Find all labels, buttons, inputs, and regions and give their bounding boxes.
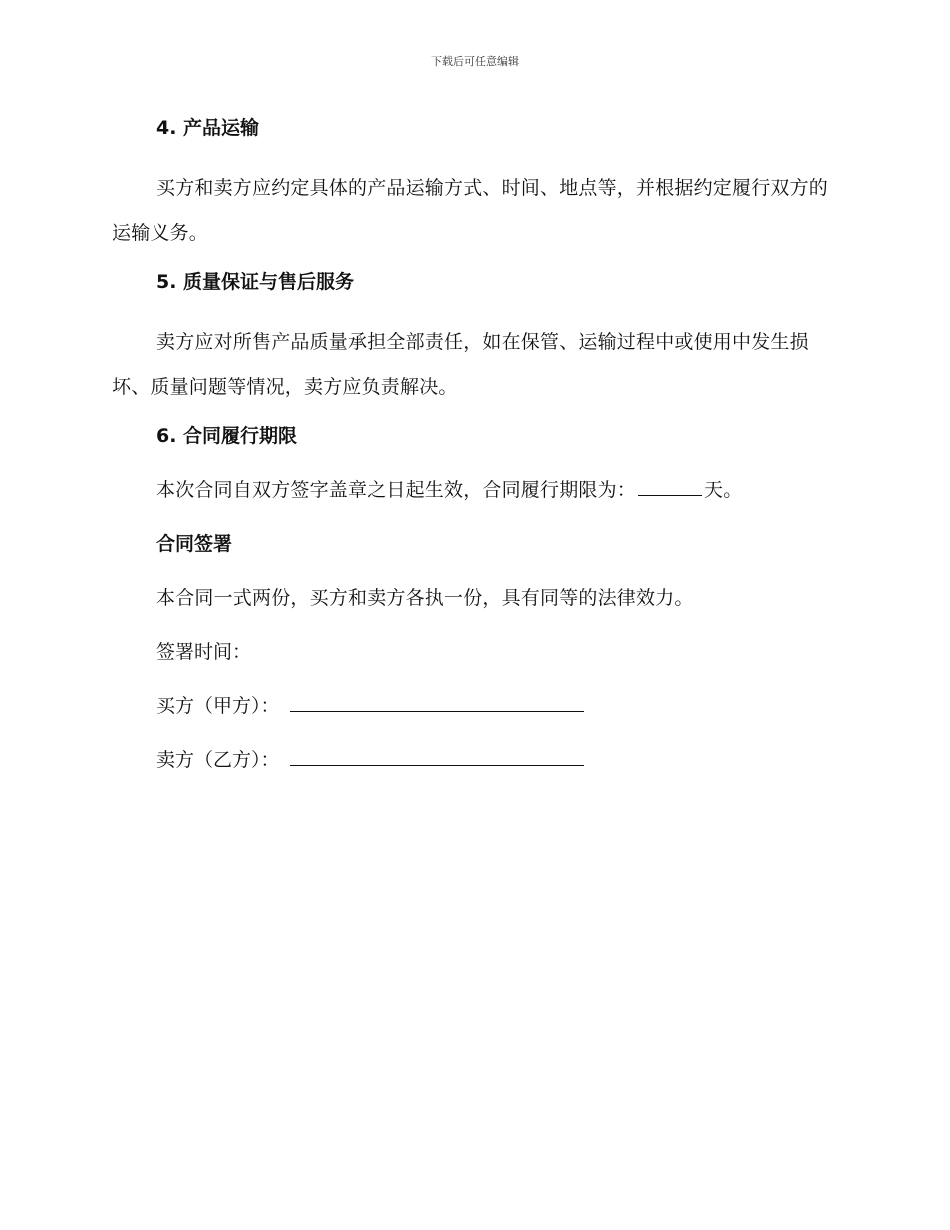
page-header: 下载后可任意编辑 bbox=[431, 55, 519, 68]
buyer-signature-blank bbox=[290, 691, 584, 712]
signing-body: 本合同一式两份，买方和卖方各执一份，具有同等的法律效力。 bbox=[156, 587, 694, 609]
term-days-blank bbox=[638, 477, 702, 496]
signing-time-label: 签署时间： bbox=[156, 641, 252, 663]
signing-time-line bbox=[112, 636, 832, 668]
section-6-body-prefix: 本次合同自双方签字盖章之日起生效，合同履行期限为： bbox=[156, 479, 637, 501]
section-4-heading: 4. 产品运输 bbox=[156, 117, 260, 139]
section-6-heading: 6. 合同履行期限 bbox=[156, 425, 298, 447]
section-4-body: 买方和卖方应约定具体的产品运输方式、时间、地点等，并根据约定履行双方的运输义务。 bbox=[112, 177, 829, 244]
section-6-body bbox=[112, 474, 832, 506]
section-5-heading: 5. 质量保证与售后服务 bbox=[156, 271, 355, 293]
section-5-body: 卖方应对所售产品质量承担全部责任，如在保管、运输过程中或使用中发生损坏、质量问题等情况，卖方应负责解决。 bbox=[112, 331, 809, 398]
buyer-label: 买方（甲方）： bbox=[156, 695, 280, 717]
seller-label: 卖方（乙方）： bbox=[156, 749, 280, 771]
buyer-signature-line bbox=[112, 690, 832, 722]
seller-signature-line bbox=[112, 744, 832, 776]
section-6-body-suffix: 天。 bbox=[704, 479, 743, 501]
seller-signature-blank bbox=[290, 745, 584, 766]
document-body bbox=[112, 112, 832, 798]
signing-heading: 合同签署 bbox=[156, 533, 233, 555]
